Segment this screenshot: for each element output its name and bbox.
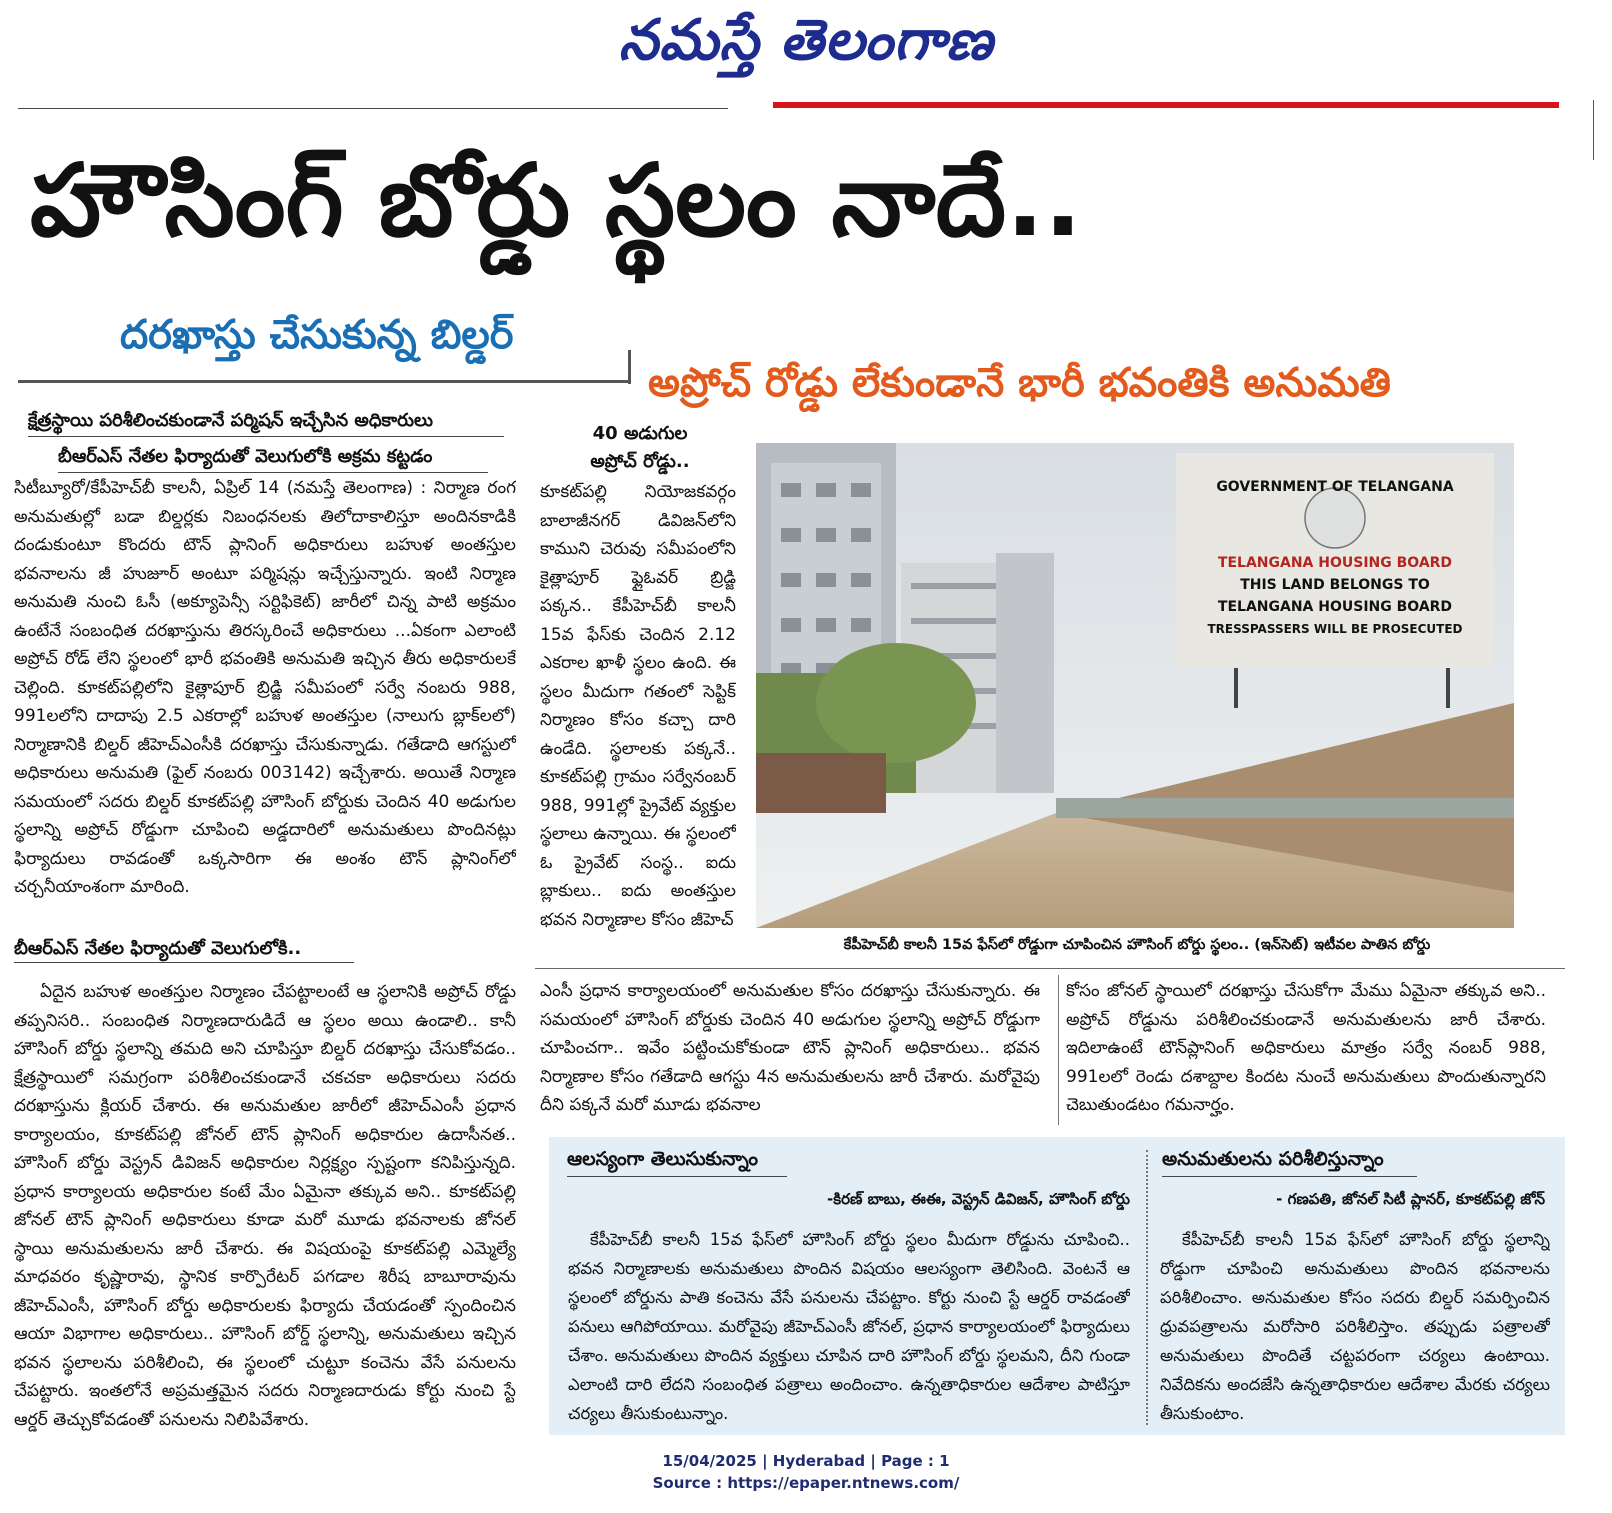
subhead-rule <box>18 380 630 383</box>
quote-left-title-underline <box>567 1176 787 1177</box>
article-side-column: కూకట్‌పల్లి నియోజకవర్గం బాలాజీనగర్ డివిజన్‌లోని కాముని చెరువు సమీపంలోని కైత్లాపూర్ ఫ్లైఓవర్ బ్రిడ్జి పక్కన.. కేపీహెచ్‌బీ కాలనీ 15వ ఫేస్‌కు చెందిన 2.12 ఎకరాల ఖాళీ స్థలం ఉంది. ఈ స్థలం మీదుగా గతంలో సెప్టిక్ నిర్మాణం కోసం కచ్చా దారి ఉండేది. స్థలాలకు పక్కనే.. కూకట్‌పల్లి గ్రామం సర్వేనంబర్ 988, 991ల్లో ప్రైవేట్ వ్యక్తుల స్థలాలు ఉన్నాయి. ఈ స్థలంలో ఓ ప్రైవేట్ సంస్థ.. ఐదు బ్లాకులు.. ఐదు అంతస్తుల భవన నిర్మాణాల కోసం జీహెచ్ <box>540 482 736 930</box>
sign-text-line-3: TRESSPASSERS WILL BE PROSECUTED <box>1207 622 1463 636</box>
footer-source: Source : https://epaper.ntnews.com/ <box>652 1474 960 1492</box>
quote-right-title: అనుమతులను పరిశీలిస్తున్నాం <box>1162 1148 1384 1170</box>
kicker-2: బీఆర్ఎస్ నేతల ఫిర్యాదుతో వెలుగులోకి అక్రమ కట్టడం <box>58 446 433 467</box>
side-title <box>540 420 740 476</box>
quote-box-divider <box>1146 1150 1148 1425</box>
kicker-1-underline <box>28 436 504 437</box>
column-divider <box>1058 975 1059 1125</box>
sign-text-line-1: THIS LAND BELONGS TO <box>1240 577 1430 593</box>
top-rule-right <box>1593 100 1594 160</box>
sign-text-line-2: TELANGANA HOUSING BOARD <box>1217 599 1453 615</box>
subhead-vrule <box>628 350 631 384</box>
quote-right-title-underline <box>1162 1176 1417 1177</box>
quote-left-text: కేపీహెచ్‌బీ కాలనీ 15వ ఫేస్‌లో హౌసింగ్ బోర్డు స్థలం మీదుగా రోడ్డును చూపించి.. భవన నిర్మాణాలకు అనుమతులు పొందిన విషయం ఆలస్యంగా తెలిసింది. వెంటనే ఆ స్థలంలో బోర్డును పాతి కంచెను వేసే పనులను చేపట్టాం. కోర్టు నుంచి స్టే ఆర్డర్ రావడంతో పనులు ఆగిపోయాయి. మరోవైపు జీహెచ్‌ఎంసీ జోనల్, ప్రధాన కార్యాలయంలో ఫిర్యాదులు చేశాం. అనుమతులు పొందిన వ్యక్తులు చూపిన దారి హౌసింగ్ బోర్డు స్థలమని, దీని గుండా ఎలాంటి దారి లేదని సంబంధిత పత్రాలు అందించాం. ఉన్నతాధికారుల ఆదేశాల పాటిస్తూ చర్యలు తీసుకుంటున్నాం. <box>568 1230 1130 1423</box>
article-para-1: సిటీబ్యూరో/కేపీహెచ్‌బీ కాలనీ, ఏప్రిల్ 14 (నమస్తే తెలంగాణ) : నిర్మాణ రంగ అనుమతుల్లో బడా బిల్డర్లకు నిబంధనలకు తిలోదాకాలిస్తూ అందినకాడికి దండుకుంటూ కొందరు టౌన్ ప్లానింగ్ అధికారులు బహుళ అంతస్తుల భవనాలను జీ హుజూర్ అంటూ పర్మిషన్లు ఇచ్చేస్తున్నారు. ఇంటి నిర్మాణ అనుమతి నుంచి ఓసీ (అక్యూపెన్సీ సర్టిఫికెట్) జారీలో చిన్న పాటి అక్రమం ఉంటేనే సంబంధిత దరఖాస్తును తిరస్కరించే అధికారులు ...ఏకంగా ఎలాంటి అప్రోచ్ రోడ్ లేని స్థలంలో భారీ భవంతికి అనుమతి ఇచ్చిన తీరు అధికారులకే చెల్లింది. కూకట్‌పల్లిలోని కైత్లాపూర్ బ్రిడ్జి సమీపంలో సర్వే నంబరు 988, 991లలోని దాదాపు 2.5 ఎకరాల్లో బహుళ అంతస్తుల (నాలుగు బ్లాక్‌లలో) నిర్మాణానికి బిల్డర్ జీహెచ్‌ఎంసీకి దరఖాస్తు చేసుకున్నాడు. గతేడాది ఆగస్టులో అధికారులు అనుమతి (ఫైల్ నంబరు 003142) ఇచ్చేశారు. అయితే నిర్మాణ సమయంలో సదరు బిల్డర్ కూకట్‌పల్లి హౌసింగ్ బోర్డుకు చెందిన 40 అడుగుల స్థలాన్ని అప్రోచ్ రోడ్డుగా చూపించి అడ్డదారిలో అనుమతులు పొందినట్లు ఫిర్యాదులు రావడంతో ఒక్కసారిగా ఈ అంశం టౌన్ ప్లానింగ్‌లో చర్చనీయాంశంగా మారింది. <box>14 478 516 897</box>
kicker-2-underline <box>58 472 488 473</box>
subheadline-left: దరఖాస్తు చేసుకున్న బిల్డర్ <box>120 312 514 358</box>
footer-date-page: 15/04/2025 | Hyderabad | Page : 1 <box>662 1452 950 1470</box>
quote-right-text: కేపీహెచ్‌బీ కాలనీ 15వ ఫేస్‌లో హౌసింగ్ బోర్డు స్థలాన్ని రోడ్డుగా చూపించి అనుమతులు పొందిన భవనాలను పరిశీలించాం. అనుమతుల కోసం సదరు బిల్డర్ సమర్పించిన ధ్రువపత్రాలను మరోసారి పరిశీలిస్తాం. తప్పుడు పత్రాలతో అనుమతులు పొందితే చట్టపరంగా చర్యలు ఉంటాయి. నివేదికను అందజేసి ఉన్నతాధికారుల ఆదేశాల మేరకు చర్యలు తీసుకుంటాం. <box>1160 1230 1550 1423</box>
masthead-logo: నమస్తే తెలంగాణ <box>618 8 994 73</box>
quote-right-byline: - గణపతి, జోనల్ సిటీ ప్లానర్, కూకట్‌పల్లి జోన్ <box>1276 1190 1545 1208</box>
news-photo <box>756 443 1514 928</box>
top-rule-red <box>773 102 1559 108</box>
kicker-1: క్షేత్రస్థాయి పరిశీలించకుండానే పర్మిషన్ ఇచ్చేసిన అధికారులు <box>28 410 434 431</box>
article-mid-column: ఎంసీ ప్రధాన కార్యాలయంలో అనుమతుల కోసం దరఖాస్తు చేసుకున్నారు. ఈ సమయంలో హౌసింగ్ బోర్డుకు చెందిన 40 అడుగుల స్థలాన్ని అప్రోచ్ రోడ్డుగా చూపించగా.. ఇవేం పట్టించుకోకుండా టౌన్ ప్లానింగ్ అధికారులు.. భవన నిర్మాణాల కోసం గతేడాది ఆగస్టు 4న అనుమతులను జారీ చేశారు. మరోవైపు దీని పక్కనే మరో మూడు భవనాల <box>540 981 1040 1115</box>
headline: హౌసింగ్ బోర్డు స్థలం నాదే.. <box>30 142 1083 259</box>
side-title-line-1: 40 అడుగుల <box>592 423 688 444</box>
subheadline-right: అప్రోచ్ రోడ్డు లేకుండానే భారీ భవంతికి అనుమతి <box>648 360 1391 406</box>
sign-text-board: TELANGANA HOUSING BOARD <box>1217 555 1453 571</box>
sign-text-govt: GOVERNMENT OF TELANGANA <box>1216 479 1454 495</box>
news-photo-image <box>756 443 1514 928</box>
article-right-column: కోసం జోనల్ స్థాయిలో దరఖాస్తు చేసుకోగా మేము ఏమైనా తక్కువ అని.. అప్రోచ్ రోడ్డును పరిశీలించకుండానే అనుమతులను జారీ చేశారు. ఇదిలాఉంటే టౌన్‌ప్లానింగ్ అధికారులు మాత్రం సర్వే నంబర్ 988, 991లలో రెండు దశాబ్దాల కిందట నుంచే అనుమతులు పొందుతున్నారని చెబుతుండటం గమనార్హం. <box>1066 981 1546 1115</box>
side-title-line-2: అప్రోచ్ రోడ్డు.. <box>590 451 690 472</box>
quote-left-title: ఆలస్యంగా తెలుసుకున్నాం <box>567 1148 759 1170</box>
photo-rule <box>535 968 1565 969</box>
kicker-3-underline <box>14 962 354 963</box>
kicker-3: బీఆర్ఎస్ నేతల ఫిర్యాదుతో వెలుగులోకి.. <box>14 938 302 959</box>
quote-left-byline: -కిరణ్ బాబు, ఈఈ, వెస్ట్రన్ డివిజన్, హౌసింగ్ బోర్డు <box>827 1190 1130 1208</box>
photo-caption: కేపీహెచ్‌బీ కాలనీ 15వ ఫేస్‌లో రోడ్డుగా చూపించిన హౌసింగ్ బోర్డు స్థలం.. (ఇన్‌సెట్) ఇటీవల పాతిన బోర్డు <box>843 937 1431 953</box>
top-rule-left <box>18 108 728 109</box>
article-para-2: ఏదైన బహుళ అంతస్తుల నిర్మాణం చేపట్టాలంటే ఆ స్థలానికి అప్రోచ్ రోడ్డు తప్పనిసరి.. సంబంధిత నిర్మాణదారుడిదే ఆ స్థలం అయి ఉండాలి.. కానీ హౌసింగ్ బోర్డు స్థలాన్ని తమది అని చూపిస్తూ బిల్డర్ దరఖాస్తు చేసుకోవడం.. క్షేత్రస్థాయిలో సమగ్రంగా పరిశీలించకుండానే చకచకా అధికారులు సదరు దరఖాస్తును క్లియర్ చేశారు. ఈ అనుమతుల జారీలో జీహెచ్‌ఎంసీ ప్రధాన కార్యాలయం, కూకట్‌పల్లి జోనల్ టౌన్ ప్లానింగ్ అధికారుల ఉదాసీనత.. హౌసింగ్ బోర్డు వెస్ట్రన్ డివిజన్ అధికారుల నిర్లక్ష్యం స్పష్టంగా కనిపిస్తున్నది. ప్రధాన కార్యాలయ అధికారుల కంటే మేం ఏమైనా తక్కువ అని.. కూకట్‌పల్లి జోనల్ టౌన్ ప్లానింగ్ అధికారులు కూడా మరో మూడు భవనాలకు జోనల్ స్థాయి అనుమతులను జారీ చేశారు. ఈ విషయంపై కూకట్‌పల్లి ఎమ్మెల్యే మాధవరం కృష్ణారావు, స్థానిక కార్పొరేటర్ పగడాల శిరీష బాబూరావును జీహెచ్‌ఎంసీ, హౌసింగ్ బోర్డు అధికారులకు ఫిర్యాదు చేయడంతో స్పందించిన ఆయా విభాగాల అధికారులు.. హౌసింగ్ బోర్డ్ స్థలాన్ని, అనుమతులు ఇచ్చిన భవన స్థలాలను పరిశీలించి, ఈ స్థలంలో చుట్టూ కంచెను వేసే పనులను చేపట్టారు. ఇంతలోనే అప్రమత్తమైన సదరు నిర్మాణదారుడు కోర్టు నుంచి స్టే ఆర్డర్ తెచ్చుకోవడంతో పనులను నిలిపివేశారు. <box>14 982 516 1430</box>
